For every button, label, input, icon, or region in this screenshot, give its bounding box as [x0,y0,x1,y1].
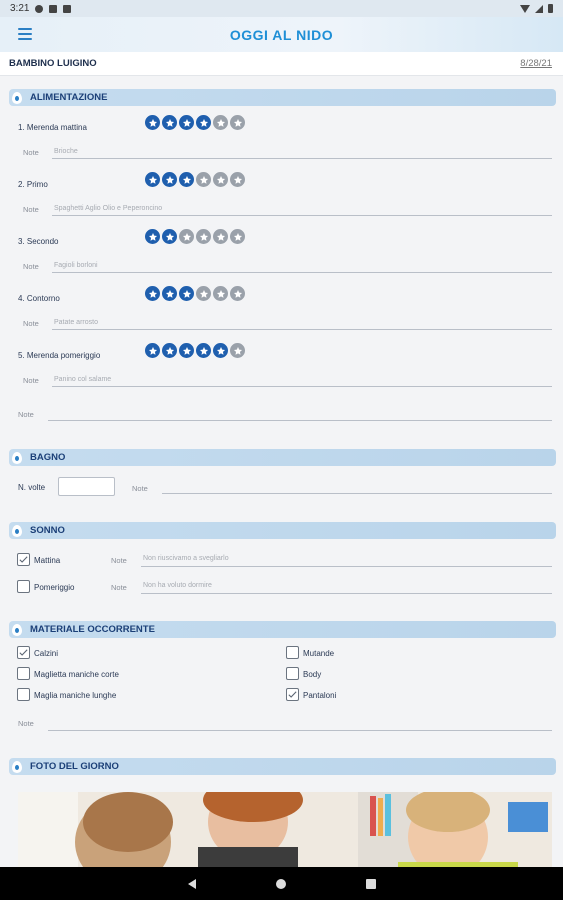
star-icon[interactable] [179,172,194,187]
drop-icon [12,525,22,537]
hamburger-icon[interactable] [18,28,32,40]
note-underline [52,386,552,387]
note-underline [52,158,552,159]
star-icon[interactable] [179,286,194,301]
bagno-count-label: N. volte [18,483,46,492]
note-label: Note [23,205,39,214]
star-icon[interactable] [145,286,160,301]
star-icon[interactable] [230,172,245,187]
star-icon[interactable] [179,229,194,244]
recents-icon[interactable] [366,879,376,889]
star-icon[interactable] [196,286,211,301]
sleep-checkbox[interactable] [17,580,30,593]
note-label: Note [18,410,34,419]
star-icon[interactable] [196,343,211,358]
note-field-materiale[interactable] [48,730,552,731]
battery-icon [548,4,553,13]
note-value[interactable]: Panino col salame [54,376,112,383]
food-item-label: 5. Merenda pomeriggio [18,351,101,360]
drop-icon [12,624,22,636]
material-label: Maglietta maniche corte [34,670,119,679]
note-value[interactable]: Brioche [54,148,78,155]
material-checkbox[interactable] [17,667,30,680]
note-label: Note [23,376,39,385]
star-icon[interactable] [145,115,160,130]
back-icon[interactable] [188,879,196,889]
food-item-label: 3. Secondo [18,237,59,246]
material-checkbox[interactable] [17,646,30,659]
star-icon[interactable] [162,115,177,130]
app-bar [0,17,563,52]
wifi-icon [520,5,530,13]
child-bar [0,52,563,76]
drop-icon [12,452,22,464]
section-title: BAGNO [30,452,66,463]
star-icon[interactable] [162,286,177,301]
material-label: Pantaloni [303,691,337,700]
section-materiale [9,621,556,638]
note-label: Note [23,319,39,328]
rating-stars[interactable] [145,286,245,301]
material-label: Mutande [303,649,335,658]
material-checkbox[interactable] [17,688,30,701]
star-icon[interactable] [196,172,211,187]
system-nav-bar [0,867,563,900]
star-icon[interactable] [230,115,245,130]
star-icon[interactable] [179,343,194,358]
material-label: Body [303,670,322,679]
rating-stars[interactable] [145,343,245,358]
child-name: BAMBINO LUIGINO [9,58,97,69]
star-icon[interactable] [230,343,245,358]
bagno-count-input[interactable] [58,477,115,496]
sleep-checkbox[interactable] [17,553,30,566]
note-label: Note [132,484,148,493]
note-underline [52,329,552,330]
section-title: ALIMENTAZIONE [30,92,108,103]
settings-icon [35,5,43,13]
star-icon[interactable] [196,115,211,130]
photo-image [18,792,552,867]
note-label: Note [111,583,127,592]
section-title: FOTO DEL GIORNO [30,761,119,772]
section-title: MATERIALE OCCORRENTE [30,624,155,635]
note-label: Note [111,556,127,565]
material-checkbox[interactable] [286,667,299,680]
section-sonno [9,522,556,539]
status-bar [0,0,563,17]
signal-icon [535,5,543,13]
star-icon[interactable] [179,115,194,130]
star-icon[interactable] [162,172,177,187]
home-icon[interactable] [276,879,286,889]
material-checkbox[interactable] [286,688,299,701]
material-label: Calzini [34,649,59,658]
sleep-label: Pomeriggio [34,583,75,592]
rating-stars[interactable] [145,229,245,244]
clipboard-icon [63,5,71,13]
note-underline [52,215,552,216]
star-icon[interactable] [145,172,160,187]
star-icon[interactable] [145,343,160,358]
material-checkbox[interactable] [286,646,299,659]
food-item-label: 1. Merenda mattina [18,123,87,132]
section-alimentazione [9,89,556,106]
section-foto [9,758,556,775]
notification-icon [49,5,57,13]
note-value[interactable]: Patate arrosto [54,319,98,326]
note-label: Note [23,148,39,157]
star-icon[interactable] [162,229,177,244]
food-item-label: 4. Contorno [18,294,60,303]
rating-stars[interactable] [145,172,245,187]
section-title: SONNO [30,525,65,536]
star-icon[interactable] [196,229,211,244]
report-content [0,77,563,867]
app-title: OGGI AL NIDO [229,26,334,43]
note-underline [141,566,552,567]
note-label: Note [18,719,34,728]
material-label: Maglia maniche lunghe [34,691,117,700]
star-icon[interactable] [213,115,228,130]
star-icon[interactable] [213,286,228,301]
section-bagno [9,449,556,466]
star-icon[interactable] [145,229,160,244]
rating-stars[interactable] [145,115,245,130]
sleep-label: Mattina [34,556,61,565]
star-icon[interactable] [213,343,228,358]
note-underline [141,593,552,594]
note-value[interactable]: Non riuscivamo a svegliarlo [143,555,229,562]
drop-icon [12,761,22,773]
star-icon[interactable] [230,286,245,301]
star-icon[interactable] [162,343,177,358]
status-time: 3:21 [10,3,30,14]
note-value[interactable]: Non ha voluto dormire [143,582,212,589]
note-label: Note [23,262,39,271]
note-field-alimentazione[interactable] [48,420,552,421]
note-value[interactable]: Fagioli borloni [54,262,98,269]
star-icon[interactable] [213,229,228,244]
drop-icon [12,92,22,104]
star-icon[interactable] [213,172,228,187]
photo-of-the-day[interactable] [18,792,552,867]
report-date[interactable]: 8/28/21 [520,58,552,69]
note-field-bagno[interactable] [162,493,552,494]
food-item-label: 2. Primo [18,180,48,189]
note-value[interactable]: Spaghetti Aglio Olio e Peperoncino [54,205,163,212]
star-icon[interactable] [230,229,245,244]
note-underline [52,272,552,273]
